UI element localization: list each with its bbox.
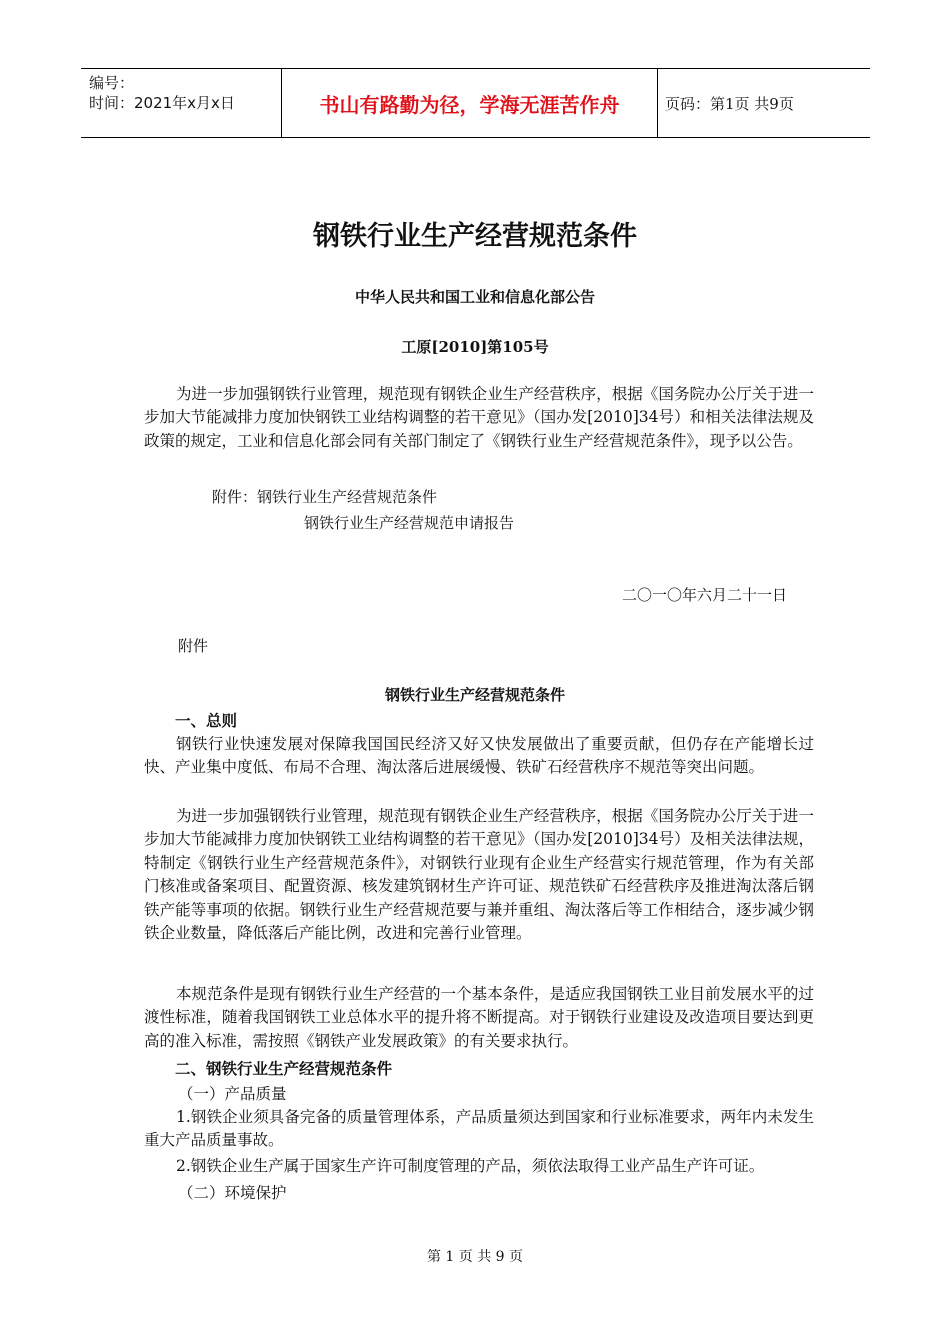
issue-date: 二〇一〇年六月二十一日 xyxy=(622,586,788,604)
page-footer: 第 1 页 共 9 页 xyxy=(426,1249,524,1265)
issuer-line: 中华人民共和国工业和信息化部公告 xyxy=(354,288,595,306)
header-table xyxy=(81,68,870,138)
sub1-heading: （一）产品质量 xyxy=(178,1085,287,1103)
annex-title: 钢铁行业生产经营规范条件 xyxy=(384,686,565,704)
section1-paragraph-1: 钢铁行业快速发展对保障我国国民经济又好又快发展做出了重要贡献，但仍存在产能增长过快、产业集中度低、布局不合理、淘汰落后进展缓慢、铁矿石经营秩序不规范等突出问题。 xyxy=(144,735,814,777)
item-2: 2.钢铁企业生产属于国家生产许可制度管理的产品，须依法取得工业产品生产许可证。 xyxy=(176,1157,765,1175)
doc-number: 工原[2010]第105号 xyxy=(401,338,549,356)
section1-heading: 一、总则 xyxy=(175,711,238,730)
section1-paragraph-3: 本规范条件是现有钢铁行业生产经营的一个基本条件，是适应我国钢铁工业目前发展水平的过渡性标准，随着我国钢铁工业总体水平的提升将不断提高。对于钢铁行业建设及改造项目要达到更高的准入标准，需按照《钢铁产业发展政策》的有关要求执行。 xyxy=(144,985,814,1050)
item-1: 1.钢铁企业须具备完备的质量管理体系，产品质量须达到国家和行业标准要求，两年内未发生重大产品质量事故。 xyxy=(144,1108,814,1150)
attachment-item-2: 钢铁行业生产经营规范申请报告 xyxy=(304,514,515,532)
time-label: 时间：2021年x月x日 xyxy=(89,94,235,112)
sub2-heading: （二）环境保护 xyxy=(178,1184,287,1202)
header-page-info: 页码：第1页 共9页 xyxy=(665,94,794,113)
document-title: 钢铁行业生产经营规范条件 xyxy=(313,221,637,252)
number-label: 编号： xyxy=(89,74,135,92)
header-motto: 书山有路勤为径，学海无涯苦作舟 xyxy=(319,92,620,117)
attachment-label: 附件：钢铁行业生产经营规范条件 xyxy=(212,488,438,506)
section2-heading: 二、钢铁行业生产经营规范条件 xyxy=(175,1059,393,1078)
intro-paragraph: 为进一步加强钢铁行业管理，规范现有钢铁企业生产经营秩序，根据《国务院办公厅关于进一步加大节能减排力度加快钢铁工业结构调整的若干意见》（国办发[2010]34号）和相关法律法规及政策的规定，工业和信息化部会同有关部门制定了《钢铁行业生产经营规范条件》，现予以公告。 xyxy=(144,385,814,450)
header-meta xyxy=(81,69,281,137)
section1-paragraph-2: 为进一步加强钢铁行业管理，规范现有钢铁企业生产经营秩序，根据《国务院办公厅关于进一步加大节能减排力度加快钢铁工业结构调整的若干意见》（国办发[2010]34号）及相关法律法规，特制定《钢铁行业生产经营规范条件》，对钢铁行业现有企业生产经营实行规范管理，作为有关部门核准或备案项目、配置资源、核发建筑钢材生产许可证、规范铁矿石经营秩序及推进淘汰落后钢铁产能等事项的依据。钢铁行业生产经营规范要与兼并重组、淘汰落后等工作相结合，逐步减少钢铁企业数量，降低落后产能比例，改进和完善行业管理。 xyxy=(144,807,814,943)
annex-label: 附件 xyxy=(178,637,209,655)
header-divider-2 xyxy=(657,69,658,137)
